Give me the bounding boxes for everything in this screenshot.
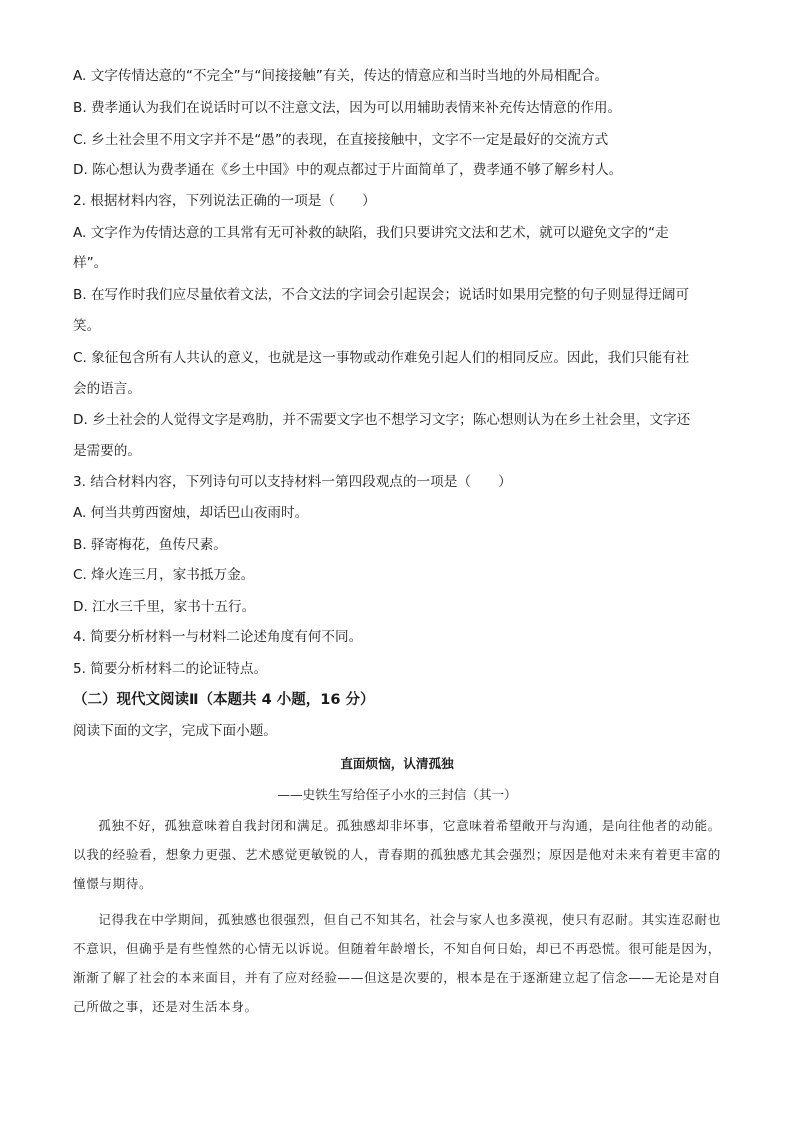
question-line: 4. 简要分析材料一与材料二论述角度有何不同。	[73, 629, 363, 645]
article-title: 直面烦恼，认清孤独	[340, 756, 454, 771]
option-line: D. 陈心想认为费孝通在《乡土中国》中的观点都过于片面简单了，费孝通不够了解乡村人。	[73, 162, 623, 178]
option-line: D. 江水三千里，家书十五行。	[73, 599, 256, 615]
option-line-cont: 样”。	[73, 255, 108, 271]
option-line: C. 象征包含所有人共认的意义，也就是这一事物或动作难免引起人们的相同反应。因此，我们只能有社	[73, 350, 690, 366]
option-line: B. 费孝通认为我们在说话时可以不注意文法，因为可以用辅助表情来补充传达情意的作用。	[73, 100, 622, 116]
article-paragraph-1: 孤独不好，孤独意味着自我封闭和满足。孤独感却非坏事，它意味着希望敞开与沟通，是向往他者的动能。以我的经验看，想象力更强、艺术感觉更敏锐的人，青春期的孤独感尤其会强烈；原因是他对未来有着更丰富的憧憬与期待。	[73, 818, 721, 891]
option-line: A. 文字作为传情达意的工具常有无可补救的缺陷，我们只要讲究文法和艺术，就可以避免文字的“走	[73, 225, 669, 241]
section-heading: （二）现代文阅读Ⅱ（本题共 4 小题，16 分）	[73, 692, 375, 708]
question-line: 3. 结合材料内容，下列诗句可以支持材料一第四段观点的一项是（ ）	[73, 474, 512, 490]
option-line: A. 文字传情达意的“不完全”与“间接接触”有关，传达的情意应和当时当地的外局相配合。	[73, 68, 609, 84]
article-paragraph-2: 记得我在中学期间，孤独感也很强烈，但自己不知其名，社会与家人也多漠视，使只有忍耐。其实连忍耐也不意识，但确乎是有些惶然的心情无以诉说。但随着年龄增长，不知自何日始，却已不再恐慌。很可能是因为，渐渐了解了社会的本来面目，并有了应对经验——但这是次要的，根本是在于逐渐建立起了信念——无论是对自己所做之事，还是对生活本身。	[73, 912, 721, 1014]
option-line: B. 在写作时我们应尽量依着文法，不合文法的字词会引起误会；说话时如果用完整的句子则显得迂阔可	[73, 287, 690, 303]
option-line: C. 乡土社会里不用文字并不是“愚”的表现，在直接接触中，文字不一定是最好的交流方式	[73, 132, 609, 148]
question-line: 5. 简要分析材料二的论证特点。	[73, 661, 268, 677]
question-line: 2. 根据材料内容，下列说法正确的一项是（ ）	[73, 193, 376, 209]
option-line-cont: 笑。	[73, 318, 101, 334]
option-line: D. 乡土社会的人觉得文字是鸡肋，并不需要文字也不想学习文字；陈心想则认为在乡土社会里，文字还	[73, 412, 691, 428]
option-line: C. 烽火连三月，家书抵万金。	[73, 567, 255, 583]
article-subtitle: ——史铁生写给侄子小水的三封信（其一）	[277, 787, 517, 802]
reading-instruction: 阅读下面的文字，完成下面小题。	[73, 723, 277, 739]
option-line: B. 驿寄梅花，鱼传尺素。	[73, 537, 227, 553]
option-line-cont: 是需要的。	[73, 443, 141, 459]
option-line-cont: 会的语言。	[73, 381, 141, 397]
option-line: A. 何当共剪西窗烛，却话巴山夜雨时。	[73, 505, 309, 521]
